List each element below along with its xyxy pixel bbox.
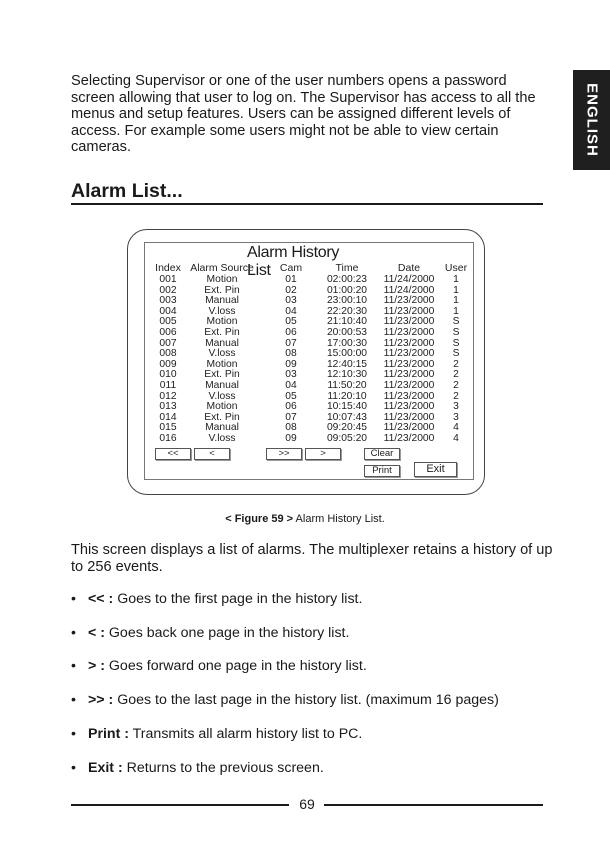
bullet-key: << : <box>88 591 114 607</box>
table-cell-alarm-source: Motion <box>206 316 238 328</box>
column-header-date: Date <box>397 262 421 274</box>
table-cell-time: 12:10:30 <box>326 369 368 381</box>
table-cell-user: S <box>452 337 460 349</box>
table-cell-user: 1 <box>453 284 459 296</box>
table-cell-alarm-source: Manual <box>205 295 239 307</box>
table-cell-time: 11:50:20 <box>327 380 367 391</box>
bullet-item <box>71 591 362 607</box>
table-cell-time: 15:00:00 <box>326 348 368 360</box>
table-cell-index: 005 <box>159 316 177 328</box>
bullet-text: Goes back one page in the history list. <box>104 625 350 641</box>
table-cell-user: 3 <box>453 411 459 423</box>
table-cell-index: 014 <box>159 411 177 423</box>
bullet-item <box>71 760 324 776</box>
table-cell-date: 11/23/2000 <box>383 316 435 328</box>
table-cell-index: 012 <box>159 390 177 402</box>
table-cell-date: 11/23/2000 <box>383 433 435 444</box>
clear-button[interactable]: Clear <box>364 448 400 460</box>
table-cell-alarm-source: V.loss <box>208 348 236 360</box>
table-cell-index: 013 <box>159 401 177 413</box>
table-cell-index: 003 <box>159 295 177 307</box>
table-cell-alarm-source: Motion <box>206 358 238 370</box>
table-cell-time: 10:07:43 <box>326 411 368 423</box>
table-cell-cam: 03 <box>285 295 297 307</box>
table-cell-cam: 03 <box>285 369 297 381</box>
print-button[interactable]: Print <box>364 465 400 477</box>
table-cell-cam: 09 <box>285 433 297 444</box>
table-cell-alarm-source: V.loss <box>208 390 236 402</box>
table-cell-index: 016 <box>159 433 177 444</box>
table-cell-date: 11/23/2000 <box>383 411 435 423</box>
table-cell-date: 11/23/2000 <box>383 358 435 370</box>
table-cell-cam: 05 <box>285 390 297 402</box>
table-cell-date: 11/23/2000 <box>383 390 435 402</box>
bullet-item <box>71 625 349 641</box>
next-page-button[interactable]: > <box>305 448 341 460</box>
table-cell-date: 11/24/2000 <box>383 274 435 285</box>
bullet-key: Print : <box>88 726 129 742</box>
table-cell-index: 010 <box>159 369 177 381</box>
language-tab-label: ENGLISH <box>583 83 600 157</box>
table-cell-user: 2 <box>453 390 459 402</box>
table-cell-date: 11/23/2000 <box>383 380 435 391</box>
table-cell-alarm-source: Ext. Pin <box>204 369 240 381</box>
table-cell-time: 09:20:45 <box>326 422 368 434</box>
table-cell-user: 2 <box>453 369 459 381</box>
table-cell-user: 4 <box>453 422 459 434</box>
table-cell-time: 22:20:30 <box>326 305 368 317</box>
table-cell-index: 015 <box>159 422 177 434</box>
table-cell-date: 11/23/2000 <box>383 295 435 307</box>
table-cell-alarm-source: Ext. Pin <box>204 284 240 296</box>
language-tab <box>573 70 610 170</box>
bullet-key: >> : <box>88 692 114 708</box>
table-cell-alarm-source: Motion <box>206 274 238 285</box>
column-header-index: Index <box>155 262 181 274</box>
table-cell-user: S <box>452 348 460 360</box>
bullet-item <box>71 692 499 708</box>
bullet-item <box>71 658 367 674</box>
bullet-key: > : <box>88 658 105 674</box>
exit-button[interactable]: Exit <box>414 462 457 477</box>
table-cell-time: 11:20:10 <box>327 390 367 402</box>
table-cell-index: 002 <box>159 284 177 296</box>
table-cell-cam: 09 <box>285 358 297 370</box>
bullet-text: Returns to the previous screen. <box>122 760 324 776</box>
column-header-time: Time <box>335 262 359 274</box>
table-cell-cam: 04 <box>285 380 297 391</box>
table-cell-cam: 06 <box>285 401 297 413</box>
table-cell-user: 1 <box>453 274 459 285</box>
bullet-dot-icon: • <box>71 726 76 742</box>
table-cell-alarm-source: Ext. Pin <box>204 411 240 423</box>
table-cell-date: 11/23/2000 <box>383 422 435 434</box>
table-cell-user: S <box>452 316 460 328</box>
table-cell-index: 001 <box>159 274 177 285</box>
bullet-dot-icon: • <box>71 692 76 708</box>
table-cell-date: 11/23/2000 <box>383 305 435 317</box>
table-cell-cam: 08 <box>285 422 297 434</box>
table-cell-user: 2 <box>453 358 459 370</box>
table-cell-date: 11/23/2000 <box>383 348 435 360</box>
last-page-button[interactable]: >> <box>266 448 302 460</box>
table-cell-time: 12:40:15 <box>326 358 368 370</box>
bullet-text: Goes to the last page in the history list. (maximum 16 pages) <box>113 692 499 708</box>
table-cell-user: S <box>452 327 460 338</box>
bullet-dot-icon: • <box>71 591 76 607</box>
bullet-key: Exit : <box>88 760 123 776</box>
table-cell-user: 1 <box>453 295 459 307</box>
table-cell-user: 2 <box>453 380 459 391</box>
section-heading: Alarm List... <box>71 180 183 202</box>
heading-rule <box>71 203 543 205</box>
table-cell-time: 20:00:53 <box>326 327 368 338</box>
table-cell-alarm-source: Manual <box>205 380 239 391</box>
bullet-text: Transmits all alarm history list to PC. <box>128 726 363 742</box>
table-cell-time: 23:00:10 <box>326 295 368 307</box>
table-cell-time: 21:10:40 <box>326 316 368 328</box>
bullet-dot-icon: • <box>71 625 76 641</box>
bullet-dot-icon: • <box>71 760 76 776</box>
bullet-text: Goes forward one page in the history list. <box>104 658 367 674</box>
table-cell-user: 4 <box>453 433 459 444</box>
table-cell-alarm-source: Motion <box>206 401 238 413</box>
footer-rule-right <box>324 804 543 806</box>
table-cell-time: 01:00:20 <box>326 284 368 296</box>
table-cell-index: 004 <box>159 305 177 317</box>
table-cell-date: 11/23/2000 <box>383 369 435 381</box>
table-cell-time: 02:00:23 <box>326 274 368 285</box>
column-header-cam: Cam <box>279 262 303 274</box>
bullet-item <box>71 726 362 742</box>
description-paragraph: This screen displays a list of alarms. The multiplexer retains a history of up to 256 events. <box>71 542 553 575</box>
table-cell-cam: 04 <box>285 305 297 317</box>
table-cell-cam: 07 <box>285 411 297 423</box>
figure-caption <box>0 513 610 525</box>
table-cell-cam: 06 <box>285 327 297 338</box>
screen-title: Alarm History List <box>247 244 340 279</box>
table-cell-user: 1 <box>453 305 459 317</box>
bullet-key: < : <box>88 625 105 641</box>
table-cell-cam: 01 <box>285 274 297 285</box>
table-cell-user: 3 <box>453 401 459 413</box>
table-cell-cam: 02 <box>285 284 297 296</box>
table-cell-alarm-source: Manual <box>205 337 239 349</box>
column-header-user: User <box>444 262 468 274</box>
figure-caption-text: Alarm History List. <box>293 513 385 525</box>
figure-label: < Figure 59 > <box>225 513 294 525</box>
bullet-text: Goes to the first page in the history list. <box>113 591 363 607</box>
prev-page-button[interactable]: < <box>194 448 230 460</box>
table-cell-time: 09:05:20 <box>326 433 368 444</box>
table-cell-index: 007 <box>159 337 177 349</box>
table-cell-date: 11/23/2000 <box>383 401 435 413</box>
table-cell-index: 008 <box>159 348 177 360</box>
table-cell-alarm-source: V.loss <box>208 305 236 317</box>
table-cell-cam: 07 <box>285 337 297 349</box>
table-cell-alarm-source: Manual <box>205 422 239 434</box>
bullet-dot-icon: • <box>71 658 76 674</box>
table-cell-date: 11/24/2000 <box>383 284 435 296</box>
table-cell-alarm-source: V.loss <box>208 433 236 444</box>
intro-paragraph: Selecting Supervisor or one of the user numbers opens a password screen allowing that user to log on. The Supervisor has access to all the menus and setup features. Users can be assigned different levels of access. For example some users might not be able to view certain cameras. <box>71 73 536 155</box>
table-cell-cam: 05 <box>285 316 297 328</box>
column-header-alarm-source: Alarm Source <box>190 262 254 274</box>
table-cell-index: 011 <box>159 380 177 391</box>
table-cell-date: 11/23/2000 <box>383 327 435 338</box>
table-cell-cam: 08 <box>285 348 297 360</box>
table-cell-index: 009 <box>159 358 177 370</box>
table-cell-time: 17:00:30 <box>326 337 368 349</box>
table-cell-time: 10:15:40 <box>326 401 368 413</box>
footer-rule-left <box>71 804 289 806</box>
page-number: 69 <box>299 796 315 812</box>
table-cell-index: 006 <box>159 327 177 338</box>
table-cell-date: 11/23/2000 <box>383 337 435 349</box>
first-page-button[interactable]: << <box>155 448 191 460</box>
table-cell-alarm-source: Ext. Pin <box>204 327 240 338</box>
